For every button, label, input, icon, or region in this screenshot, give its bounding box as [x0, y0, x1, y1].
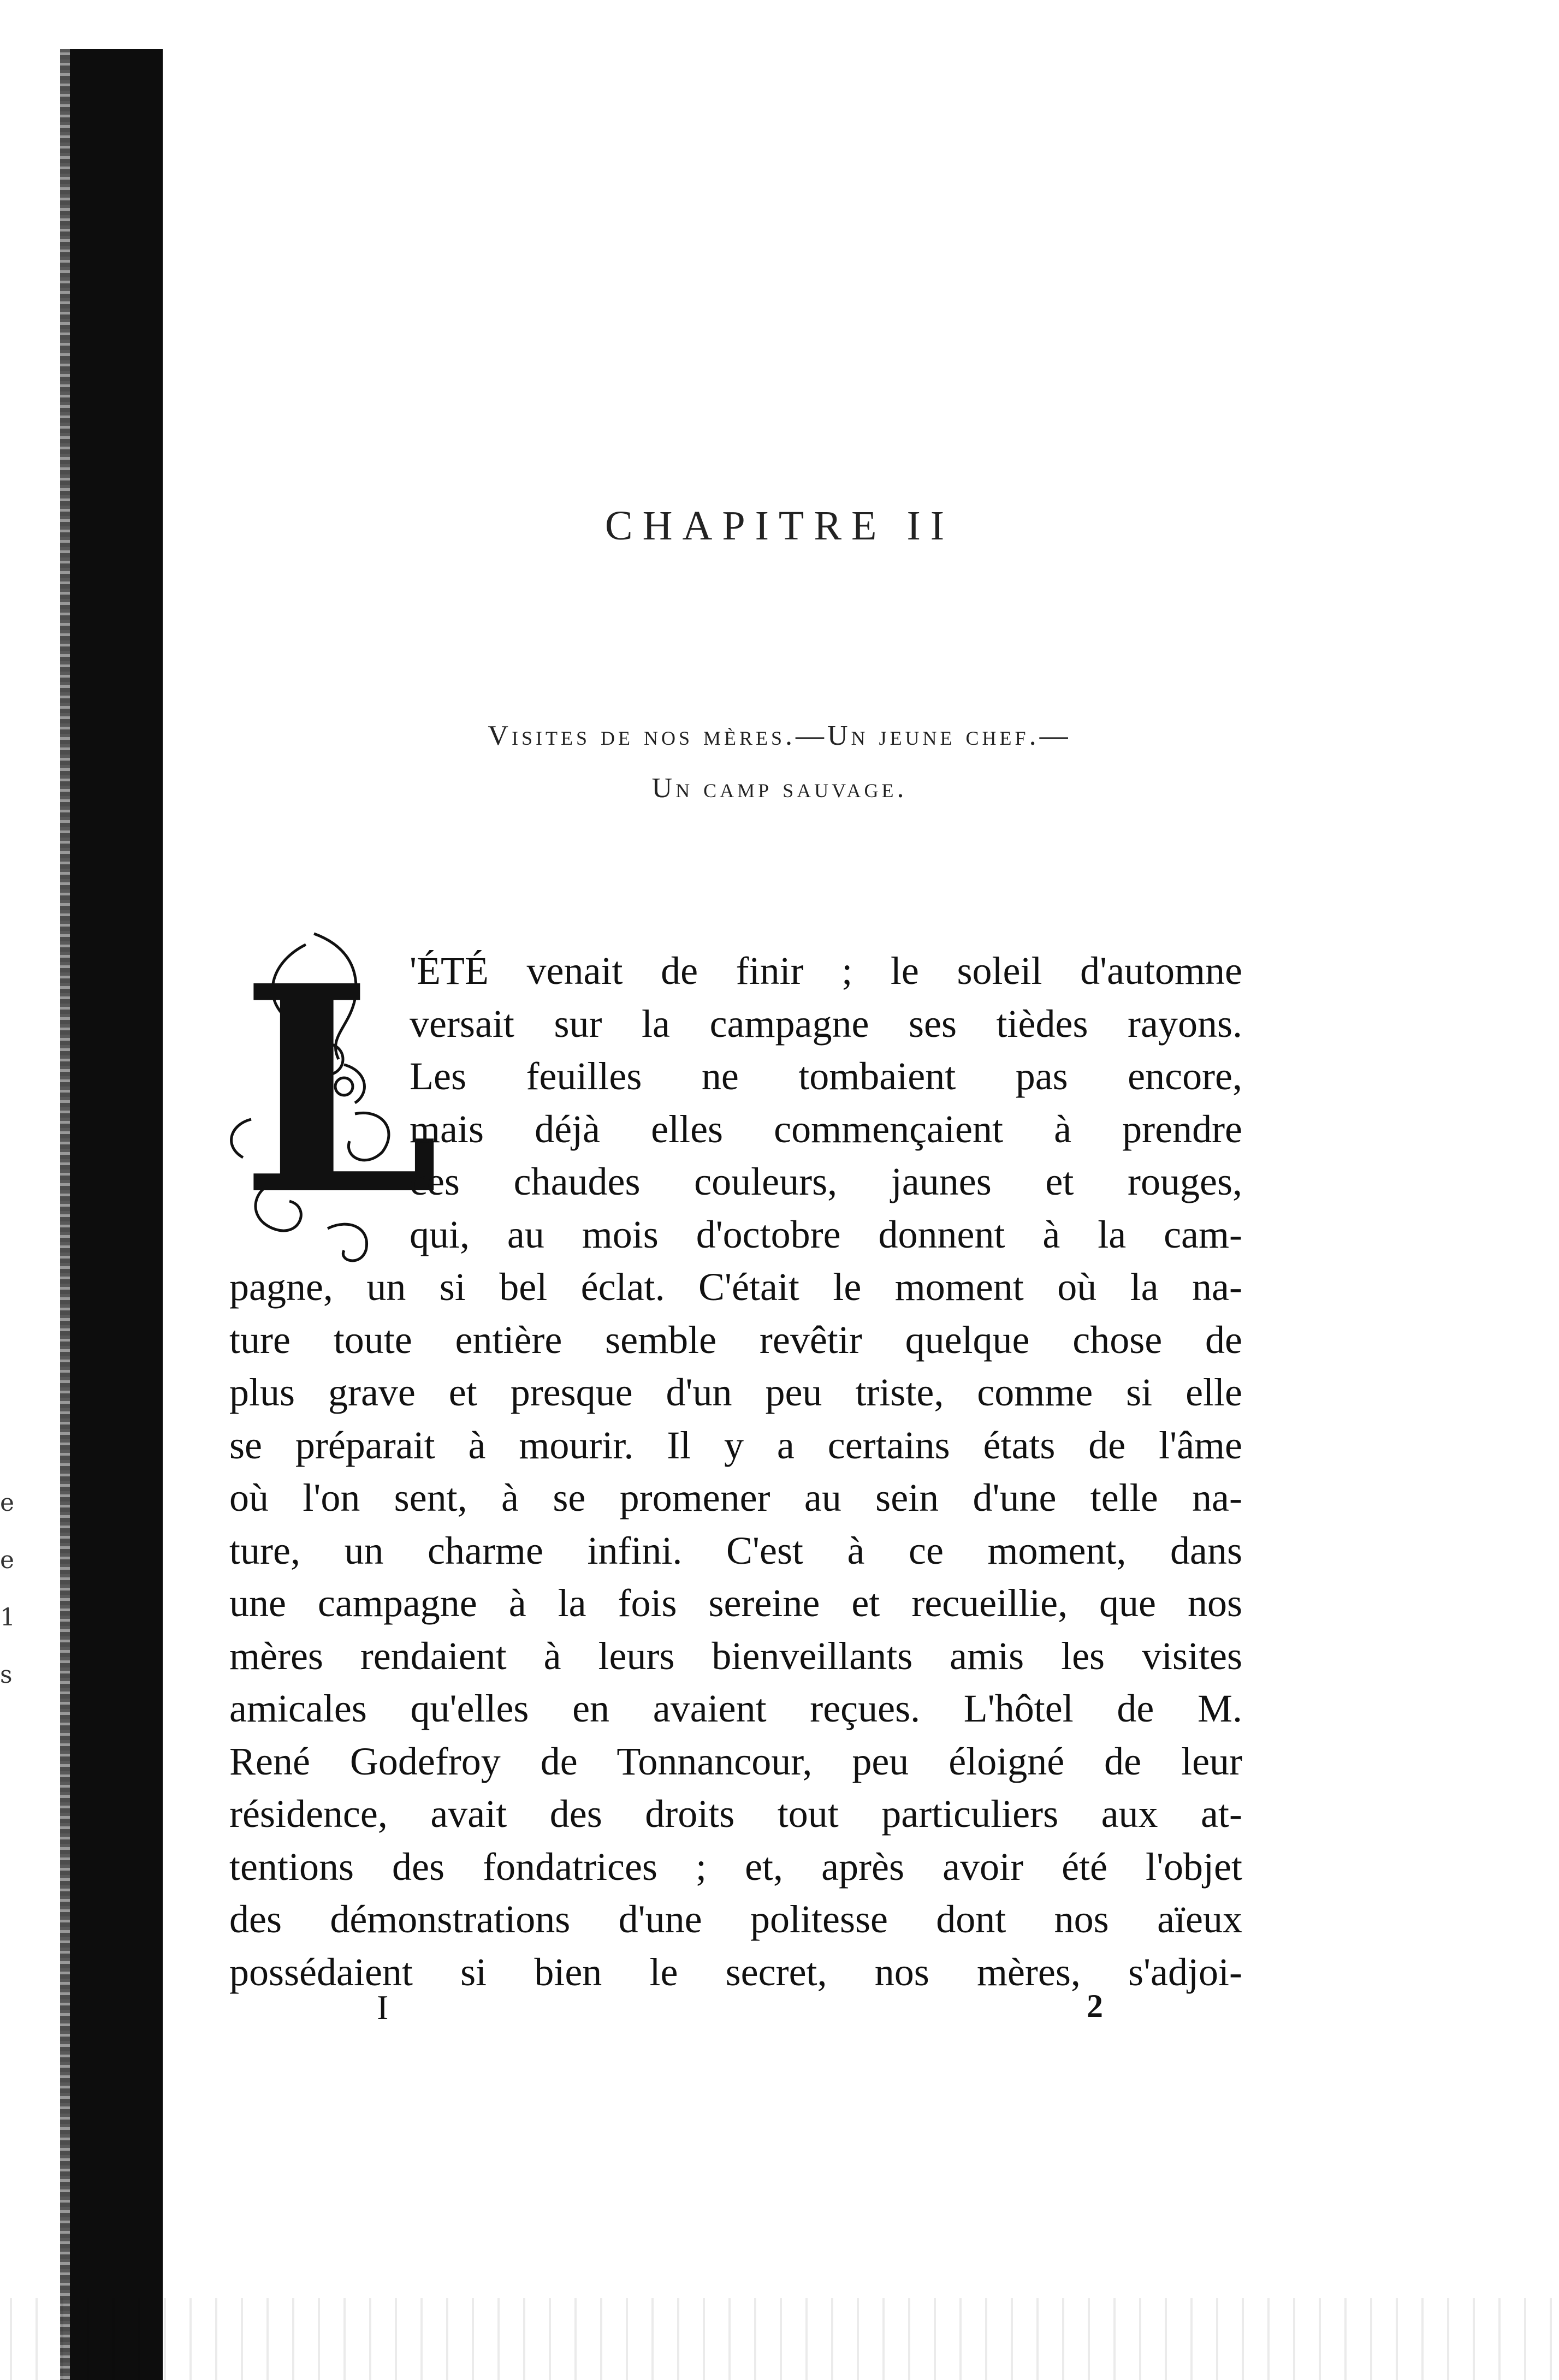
body-line: ces chaudes couleurs, jaunes et rouges, — [410, 1160, 1242, 1203]
body-line: une campagne à la fois sereine et recueillie, que nos — [229, 1581, 1242, 1625]
body-line: des démonstrations d'une politesse dont nos aïeux — [229, 1897, 1242, 1941]
body-line: 'ÉTÉ venait de finir ; le soleil d'automne — [410, 949, 1242, 993]
body-line: qui, au mois d'octobre donnent à la cam- — [410, 1212, 1242, 1256]
binding-edge — [60, 49, 71, 2380]
margin-mark: s — [0, 1661, 13, 1689]
subtitle-line-2: Un camp sauvage. — [651, 773, 908, 804]
margin-mark: 1 — [0, 1604, 15, 1631]
scan-noise — [0, 2298, 1559, 2380]
chapter-subtitle — [0, 710, 1559, 815]
chapter-title: CHAPITRE II — [604, 503, 955, 549]
body-line: se préparait à mourir. Il y a certains états de l'âme — [229, 1423, 1242, 1467]
body-line: possédaient si bien le secret, nos mères, s'adjoi- — [229, 1950, 1242, 1994]
margin-mark: e — [0, 1546, 15, 1574]
body-line: René Godefroy de Tonnancour, peu éloigné de leur — [229, 1739, 1242, 1783]
signature-mark: I — [377, 1988, 389, 2027]
body-line: amicales qu'elles en avaient reçues. L'hôtel de M. — [229, 1687, 1242, 1730]
body-line: versait sur la campagne ses tièdes rayons. — [410, 1001, 1242, 1046]
body-line: ture, un charme infini. C'est à ce moment, dans — [229, 1528, 1242, 1572]
body-line: mais déjà elles commençaient à prendre — [410, 1107, 1242, 1151]
margin-marks — [0, 1474, 22, 1704]
body-paragraph — [229, 945, 1242, 1998]
body-line: ture toute entière semble revêtir quelque chose de — [229, 1317, 1242, 1362]
body-line: résidence, avait des droits tout particuliers aux at- — [229, 1792, 1242, 1836]
margin-mark: e — [0, 1489, 15, 1517]
page-number: 2 — [1087, 1988, 1103, 2024]
body-line: où l'on sent, à se promener au sein d'une telle na- — [229, 1476, 1242, 1520]
body-line: mères rendaient à leurs bienveillants amis les visites — [229, 1634, 1242, 1678]
body-line: Les feuilles ne tombaient pas encore, — [410, 1054, 1242, 1098]
book-spine-shadow — [70, 49, 163, 2380]
body-line: pagne, un si bel éclat. C'était le moment où la na- — [229, 1265, 1242, 1309]
body-line: tentions des fondatrices ; et, après avoir été l'objet — [229, 1844, 1242, 1889]
body-line: plus grave et presque d'un peu triste, comme si elle — [229, 1370, 1242, 1414]
dropcap-letter: L — [240, 924, 440, 1257]
subtitle-line-1: Visites de nos mères.—Un jeune chef.— — [488, 720, 1071, 751]
